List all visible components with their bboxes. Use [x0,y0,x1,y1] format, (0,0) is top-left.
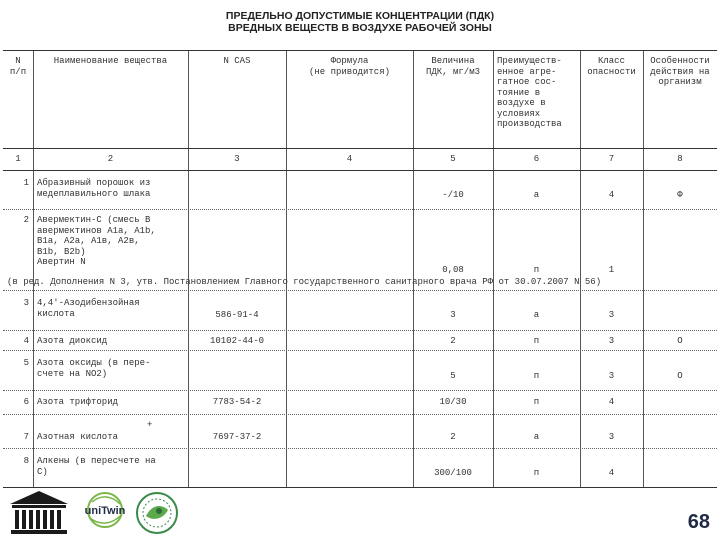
header-name: Наименование вещества [53,56,168,66]
row-name: Абразивный порошок из медеплавильного шлака [37,178,151,199]
header-state: Преимуществ- енное агре- гатное сос- тояние в воздухе в условиях производства [497,56,562,129]
row-cas: 10102-44-0 [209,336,264,346]
title-line-1: ПРЕДЕЛЬНО ДОПУСТИМЫЕ КОНЦЕНТРАЦИИ (ПДК) [225,10,495,22]
row-feature: О [677,336,683,346]
row-num: 3 [23,298,29,308]
header-class: Класс опасности [587,56,636,77]
col-number: 3 [234,154,240,164]
unitwin-wordmark: uniTwin [84,505,126,517]
row-name: Азота оксиды (в пере- счете на NO2) [37,358,151,379]
title-line-2: ВРЕДНЫХ ВЕЩЕСТВ В ВОЗДУХЕ РАБОЧЕЙ ЗОНЫ [228,22,492,34]
row-class: 4 [608,190,615,200]
row-pdk: 5 [450,371,456,381]
row-name: Азота диоксид [37,336,108,346]
row-pdk: 0,08 [442,265,464,275]
row-class: 4 [608,468,615,478]
row-state: а [533,190,540,200]
row-class: 3 [608,371,615,381]
amendment-note: (в ред. Дополнения N 3, утв. Постановлением Главного государственного санитарного врача РФ от 30.07.2007 N 56) [7,277,602,287]
row-num: 5 [23,358,29,368]
pdk-table [3,50,717,488]
row-num: 8 [23,456,29,466]
chair-emblem-icon [134,490,180,536]
row-class: 3 [608,310,615,320]
row-class: 1 [608,265,615,275]
row-num: 6 [23,397,29,407]
footer [0,488,720,540]
unesco-logo [8,490,70,536]
row-pdk: 300/100 [434,468,472,478]
row-class: 4 [608,397,615,407]
row-pdk: 10/30 [439,397,467,407]
row-state: п [533,336,540,346]
col-number: 2 [107,154,114,164]
col-number: 6 [533,154,540,164]
row-name: Алкены (в пересчете на С) [37,456,156,477]
row-feature: Ф [677,190,683,200]
header-features: Особенности действия на организм [650,56,710,87]
header-cas: N CAS [223,56,251,66]
row-num: 1 [23,178,29,188]
row-name: Авермектин-С (смесь B авермектинов A1a, A1b, B1a, A2a, A1в, A2в, B1b, B2b) Авертин N [37,215,156,267]
row-feature: О [677,371,683,381]
header-num: N п/п [9,56,27,77]
document-title [0,10,720,34]
row-state: п [533,468,540,478]
plus-mark: + [147,420,153,430]
row-cas: 586-91-4 [215,310,259,320]
row-pdk: 2 [450,336,456,346]
row-state: п [533,265,540,275]
col-number: 1 [15,154,21,164]
col-number: 8 [677,154,683,164]
row-pdk: 3 [450,310,456,320]
row-num: 2 [23,215,29,225]
row-name: 4,4'-Азодибензойная кислота [37,298,140,319]
unitwin-logo [78,490,132,536]
row-pdk: 2 [450,432,456,442]
row-state: п [533,371,540,381]
row-state: а [533,432,540,442]
row-name: Азотная кислота [37,432,119,442]
row-pdk: -/10 [442,190,464,200]
header-formula: Формула (не приводится) [308,56,390,77]
row-cas: 7783-54-2 [212,397,262,407]
row-class: 3 [608,336,615,346]
row-state: п [533,397,540,407]
row-num: 4 [23,336,29,346]
row-num: 7 [23,432,29,442]
header-pdk: Величина ПДК, мг/м3 [425,56,480,77]
row-cas: 7697-37-2 [212,432,262,442]
col-number: 4 [346,154,353,164]
page-number: 68 [687,511,710,533]
col-number: 7 [608,154,615,164]
row-name: Азота трифторид [37,397,119,407]
row-class: 3 [608,432,615,442]
col-number: 5 [450,154,456,164]
row-state: а [533,310,540,320]
